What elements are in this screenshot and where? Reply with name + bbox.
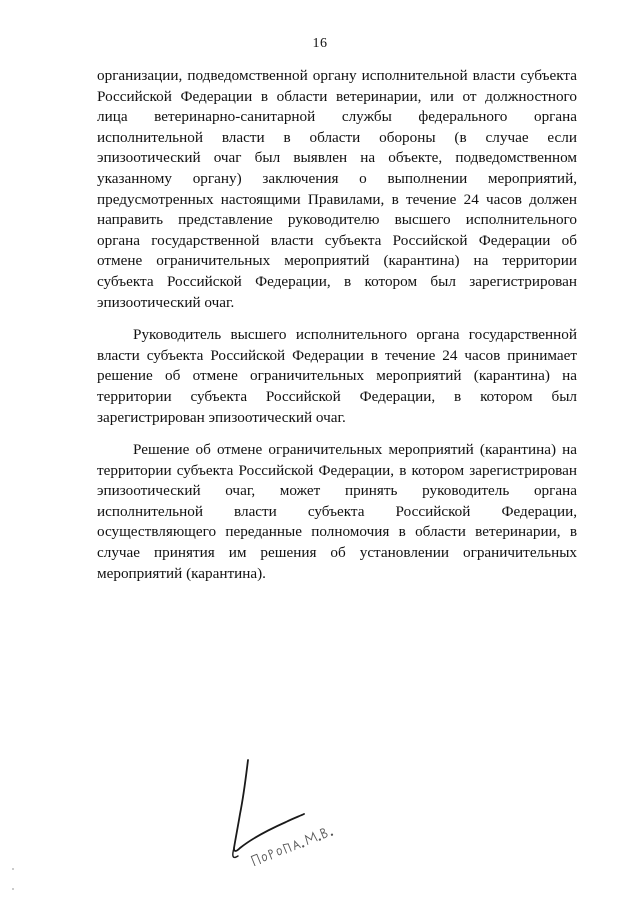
paragraph-alternative-decision: Решение об отмене ограничительных мероприятий (карантина) на территории субъекта Российской Федерации, в котором зарегистрирован эпизоотический очаг, может принять руководитель органа исполнительной власти субъекта Российской Федерации, осуществляющего переданные полномочия в области ветеринарии, в случае принятия им решения об установлении ограничительных мероприятий (карантина). [97,441,577,582]
paragraph-head-decision: Руководитель высшего исполнительного органа государственной власти субъекта Российской Федерации в течение 24 часов принимает решение об отмене ограничительных мероприятий (карантина) на территории субъекта Российской Федерации, в котором был зарегистрирован эпизоотический очаг. [97,326,577,426]
page-number: 16 [312,36,328,51]
document-body [97,66,577,596]
scan-artifact [12,868,14,870]
scan-artifact [12,888,14,890]
signature-strokes-icon [228,756,348,866]
handwritten-signature [228,756,348,871]
paragraph-continuation: организации, подведомственной органу исполнительной власти субъекта Российской Федерации в области ветеринарии, или от должностного лица ветеринарно-санитарной службы федерального органа исполнительной власти в области обороны (в случае если эпизоотический очаг был выявлен на объекте, подведомственном указанному органу) заключения о выполнении мероприятий, предусмотренных настоящими Правилами, в течение 24 часов должен направить представление руководителю высшего исполнительного органа государственной власти субъекта Российской Федерации об отмене ограничительных мероприятий (карантина) на территории субъекта Российской Федерации, в котором был зарегистрирован эпизоотический очаг. [97,67,577,311]
